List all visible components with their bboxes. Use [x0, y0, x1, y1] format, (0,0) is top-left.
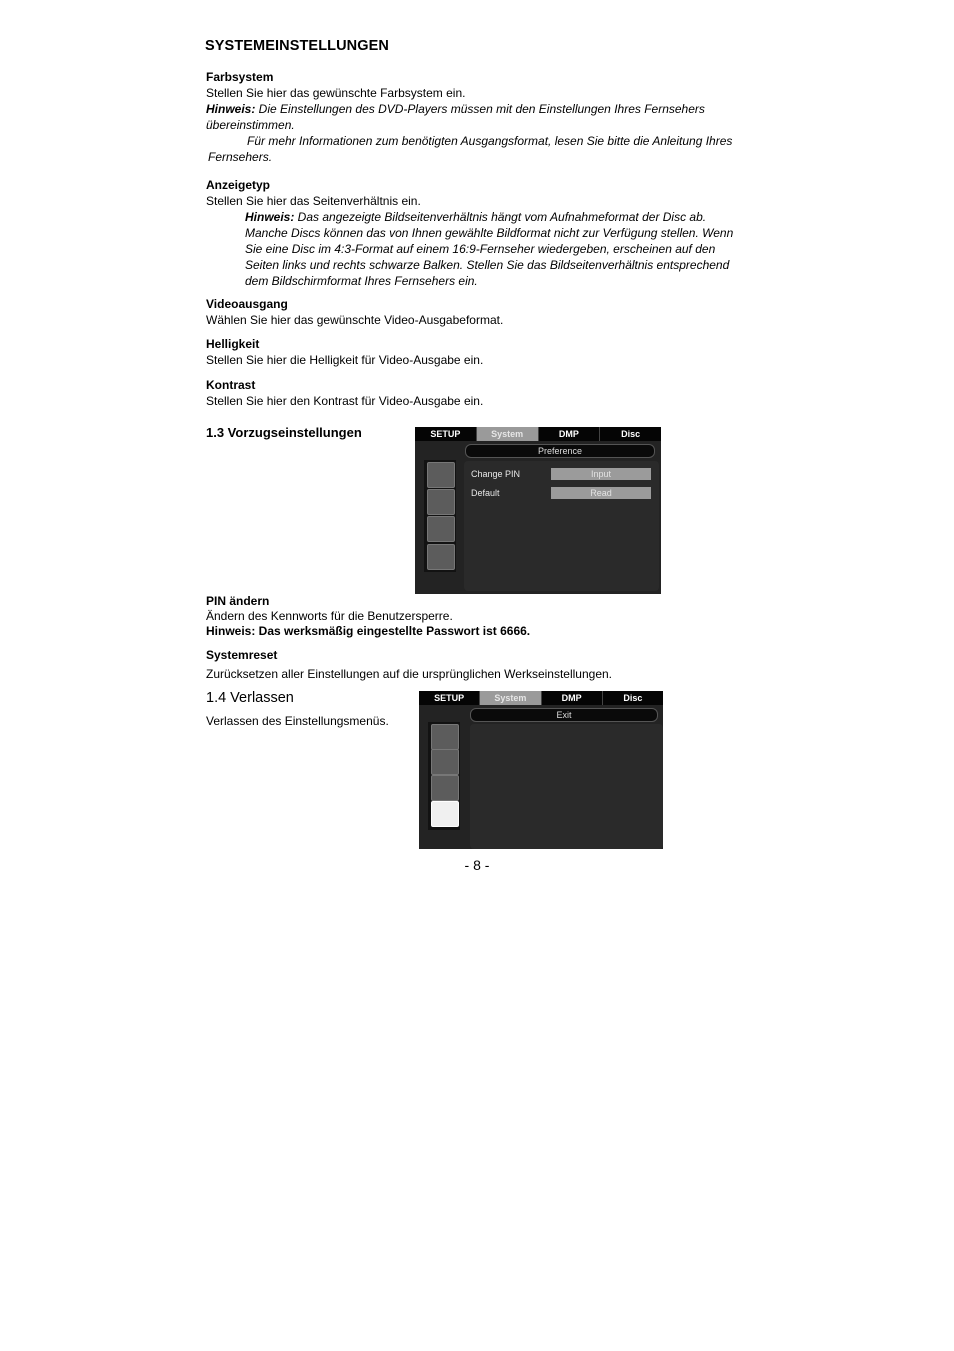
systemreset-title: Systemreset — [206, 648, 278, 662]
section-pin — [206, 593, 530, 639]
osd2-tabbar — [419, 691, 663, 705]
section-kontrast — [206, 377, 483, 409]
osd1-tab-system: System — [477, 427, 539, 441]
gear-icon — [431, 775, 459, 801]
page-heading: SYSTEMEINSTELLUNGEN — [205, 38, 389, 54]
osd2-tab-system: System — [480, 691, 541, 705]
osd2-panel-title: Exit — [470, 708, 658, 722]
section-anzeigetyp — [206, 177, 766, 289]
osd2-panel — [470, 724, 663, 849]
osd1-panel — [464, 461, 659, 591]
farbsystem-hint — [206, 101, 751, 133]
osd1-row-default-label: Default — [471, 488, 500, 498]
section-1-4-text: Verlassen des Einstellungsmenüs. — [206, 714, 389, 728]
osd2-tab-setup: SETUP — [419, 691, 480, 705]
page-number: - 8 - — [464, 857, 490, 873]
videoausgang-text: Wählen Sie hier das gewünschte Video-Ausgabeformat. — [206, 313, 504, 327]
section-1-4-title: 1.4 Verlassen — [206, 690, 294, 706]
osd1-tab-disc: Disc — [621, 429, 641, 439]
osd1-tabbar — [415, 427, 661, 441]
helligkeit-title: Helligkeit — [206, 337, 260, 351]
farbsystem-hint-text: Die Einstellungen des DVD-Players müssen mit den Einstellungen Ihres Fernsehers übereinstimmen. — [206, 102, 705, 132]
section-systemreset — [206, 647, 612, 682]
language-icon — [431, 724, 459, 750]
kontrast-title: Kontrast — [206, 378, 256, 392]
osd1-tab-dmp: DMP — [539, 427, 601, 441]
exit-door-icon — [427, 544, 455, 570]
farbsystem-title: Farbsystem — [206, 70, 274, 84]
gear-icon — [427, 516, 455, 542]
osd1-row-default-value: Read — [551, 487, 651, 499]
section-farbsystem — [206, 69, 766, 165]
pin-title: PIN ändern — [206, 594, 270, 608]
osd2-tab-disc: Disc — [623, 693, 643, 703]
anzeigetyp-title: Anzeigetyp — [206, 178, 271, 192]
farbsystem-text: Stellen Sie hier das gewünschte Farbsystem ein. — [206, 86, 466, 100]
section-videoausgang — [206, 296, 503, 328]
osd1-panel-title: Preference — [465, 444, 655, 458]
language-icon — [427, 462, 455, 488]
tv-icon — [427, 489, 455, 515]
kontrast-text: Stellen Sie hier den Kontrast für Video-Ausgabe ein. — [206, 394, 484, 408]
osd1-tab-setup: SETUP — [415, 427, 477, 441]
anzeigetyp-hint-label: Hinweis: — [245, 210, 295, 224]
anzeigetyp-text: Stellen Sie hier das Seitenverhältnis ein. — [206, 194, 421, 208]
farbsystem-hint2: Für mehr Informationen zum benötigten Ausgangsformat, lesen Sie bitte die Anleitung Ihres Fernsehers. — [208, 134, 733, 164]
section-1-3-title: 1.3 Vorzugseinstellungen — [206, 425, 362, 440]
anzeigetyp-hint-text: Das angezeigte Bildseitenverhältnis hängt vom Aufnahmeformat der Disc ab. Manche Discs können das von Ihnen gewählte Bildformat nicht zur Verfügung stellen. Wenn Sie eine Disc im 4:3-Format auf einem 16:9-Fernseher wiedergeben, erscheinen auf den Seiten links und rechts schwarze Balken. Stellen Sie das Bildseitenverhältnis entsprechend dem Bildschirmformat Ihres Fernsehers ein. — [245, 210, 734, 288]
section-helligkeit — [206, 336, 483, 368]
osd-preference-screenshot — [415, 427, 661, 594]
anzeigetyp-hint — [245, 209, 745, 289]
helligkeit-text: Stellen Sie hier die Helligkeit für Video-Ausgabe ein. — [206, 353, 484, 367]
tv-icon — [431, 749, 459, 775]
osd1-row-change-pin-value: Input — [551, 468, 651, 480]
exit-door-icon — [431, 801, 459, 827]
farbsystem-hint-label: Hinweis: — [206, 102, 256, 116]
pin-hint: Hinweis: Das werksmäßig eingestellte Passwort ist 6666. — [206, 624, 531, 638]
osd-exit-screenshot — [419, 691, 663, 849]
pin-text: Ändern des Kennworts für die Benutzersperre. — [206, 609, 453, 623]
osd1-row-change-pin-label: Change PIN — [471, 469, 521, 479]
videoausgang-title: Videoausgang — [206, 297, 288, 311]
systemreset-text: Zurücksetzen aller Einstellungen auf die ursprünglichen Werkseinstellungen. — [206, 667, 613, 681]
osd2-tab-dmp: DMP — [542, 691, 603, 705]
